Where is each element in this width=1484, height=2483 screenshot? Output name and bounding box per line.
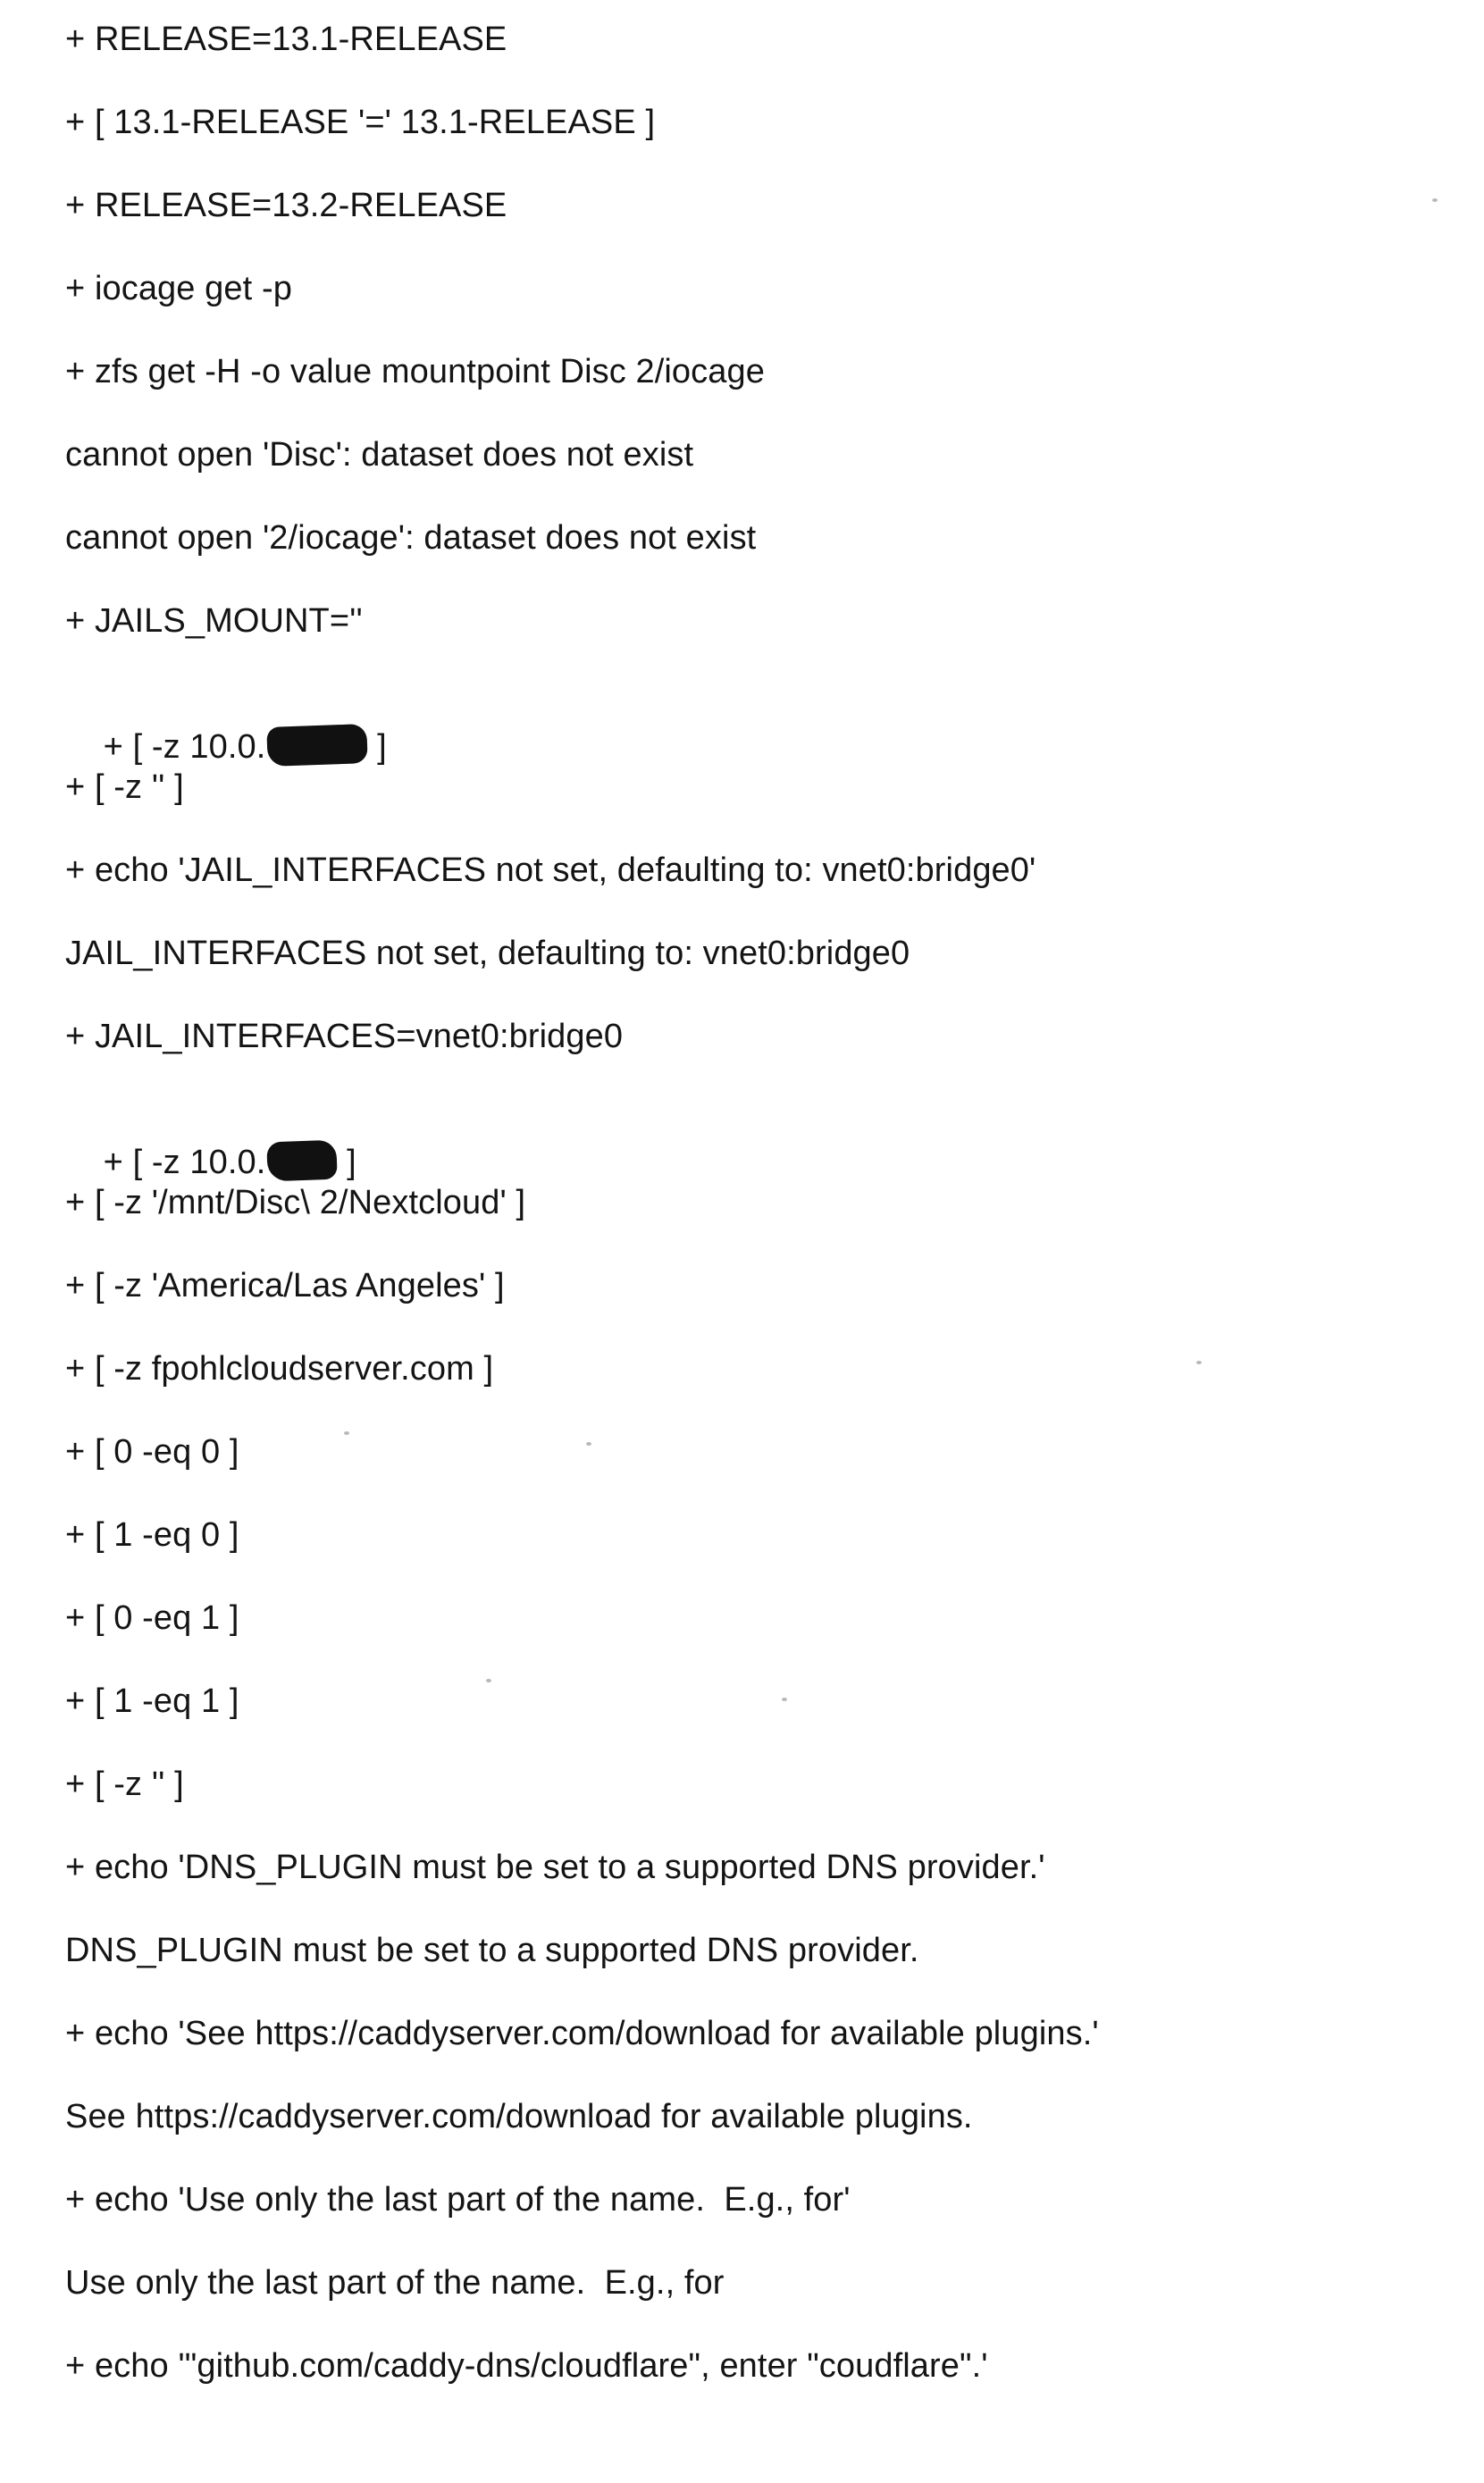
- log-line-25: + echo 'See https://caddyserver.com/download for available plugins.': [65, 2015, 1099, 2052]
- log-line-14-suffix: ]: [337, 1144, 356, 1181]
- log-line-10: + [ -z '' ]: [65, 768, 184, 806]
- log-line-20: + [ 0 -eq 1 ]: [65, 1599, 239, 1637]
- scan-speck: [344, 1431, 349, 1435]
- log-line-22: + [ -z '' ]: [65, 1766, 184, 1803]
- log-line-21: + [ 1 -eq 1 ]: [65, 1682, 239, 1720]
- log-line-23: + echo 'DNS_PLUGIN must be set to a supported DNS provider.': [65, 1849, 1045, 1886]
- log-line-24: DNS_PLUGIN must be set to a supported DNS provider.: [65, 1932, 919, 1969]
- log-line-13: + JAIL_INTERFACES=vnet0:bridge0: [65, 1018, 624, 1055]
- log-line-29: + echo '"github.com/caddy-dns/cloudflare", enter "coudflare".': [65, 2347, 988, 2385]
- log-line-9-text: + [ -z 10.0.: [103, 728, 266, 766]
- log-line-7: cannot open '2/iocage': dataset does not exist: [65, 519, 757, 557]
- log-line-19: + [ 1 -eq 0 ]: [65, 1516, 239, 1554]
- scan-speck: [1196, 1361, 1202, 1364]
- log-line-6: cannot open 'Disc': dataset does not exist: [65, 436, 694, 474]
- log-line-8: + JAILS_MOUNT='': [65, 602, 363, 640]
- log-line-2: + [ 13.1-RELEASE '=' 13.1-RELEASE ]: [65, 104, 656, 141]
- log-line-27: + echo 'Use only the last part of the name. E.g., for': [65, 2181, 851, 2219]
- log-line-9-suffix: ]: [367, 728, 387, 766]
- log-line-15: + [ -z '/mnt/Disc\ 2/Nextcloud' ]: [65, 1184, 526, 1221]
- scan-speck: [1432, 198, 1438, 202]
- log-line-26: See https://caddyserver.com/download for available plugins.: [65, 2098, 973, 2135]
- log-line-4: + iocage get -p: [65, 270, 292, 307]
- scan-speck: [486, 1679, 491, 1682]
- log-line-14-text: + [ -z 10.0.: [103, 1144, 266, 1181]
- log-line-3: + RELEASE=13.2-RELEASE: [65, 187, 507, 224]
- log-line-28: Use only the last part of the name. E.g., for: [65, 2264, 725, 2302]
- log-line-18: + [ 0 -eq 0 ]: [65, 1433, 239, 1471]
- scan-speck: [586, 1442, 591, 1446]
- redaction-mark: [267, 724, 368, 767]
- log-line-1: + RELEASE=13.1-RELEASE: [65, 21, 507, 58]
- log-line-17: + [ -z fpohlcloudserver.com ]: [65, 1350, 494, 1388]
- log-line-5: + zfs get -H -o value mountpoint Disc 2/iocage: [65, 353, 765, 390]
- redaction-mark: [267, 1140, 338, 1182]
- log-line-16: + [ -z 'America/Las Angeles' ]: [65, 1267, 505, 1304]
- scan-speck: [782, 1698, 787, 1701]
- log-line-11: + echo 'JAIL_INTERFACES not set, defaulting to: vnet0:bridge0': [65, 851, 1036, 889]
- log-line-12: JAIL_INTERFACES not set, defaulting to: vnet0:bridge0: [65, 935, 910, 972]
